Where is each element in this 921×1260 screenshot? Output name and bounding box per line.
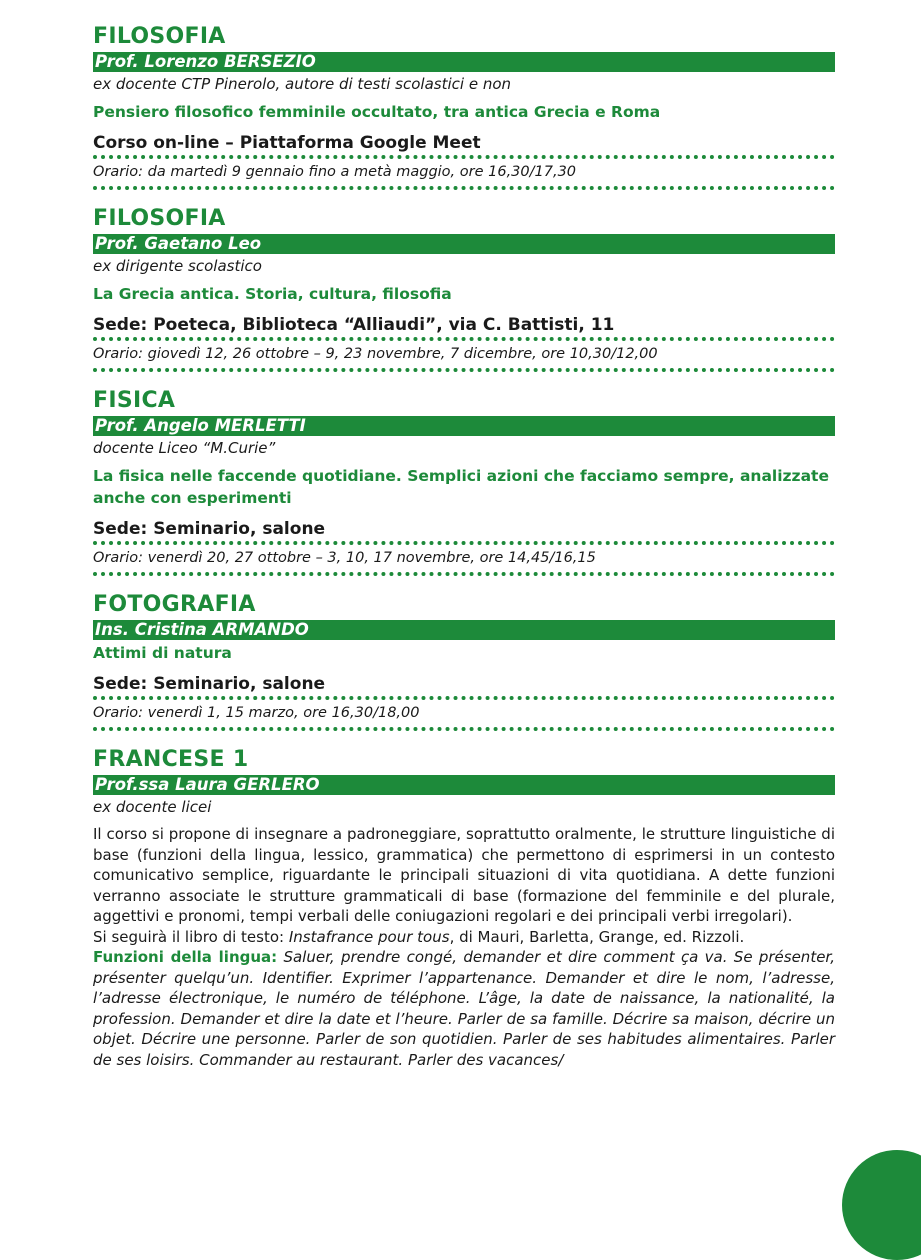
dotted-divider	[93, 337, 835, 341]
dotted-divider	[93, 572, 835, 576]
course-section-fotografia	[93, 590, 835, 731]
textbook-line	[93, 927, 835, 948]
textbook-suffix: , di Mauri, Barletta, Grange, ed. Rizzoli.	[449, 927, 745, 946]
course-description	[93, 824, 835, 1070]
course-catalog-page	[93, 22, 835, 1084]
course-location: Sede: Seminario, salone	[93, 519, 326, 539]
course-location: Corso on-line – Piattaforma Google Meet	[93, 133, 481, 153]
course-location: Sede: Poeteca, Biblioteca “Alliaudi”, via C. Battisti, 11	[93, 315, 615, 335]
dotted-divider	[93, 186, 835, 190]
subject-heading: FOTOGRAFIA	[93, 592, 256, 617]
textbook-title: Instafrance pour tous	[288, 927, 450, 946]
course-schedule: Orario: venerdì 1, 15 marzo, ore 16,30/18,00	[93, 705, 420, 721]
course-section-fisica	[93, 386, 835, 576]
dotted-divider	[93, 368, 835, 372]
textbook-prefix: Si seguirà il libro di testo:	[93, 927, 289, 946]
subject-heading: FISICA	[93, 388, 176, 413]
teacher-name-bar: Prof.ssa Laura GERLERO	[93, 775, 835, 795]
course-section-filosofia-2	[93, 204, 835, 372]
course-title: La Grecia antica. Storia, cultura, filosofia	[93, 285, 452, 303]
course-schedule: Orario: da martedì 9 gennaio fino a metà maggio, ore 16,30/17,30	[93, 164, 577, 180]
course-title: La fisica nelle faccende quotidiane. Semplici azioni che facciamo sempre, analizzate anche con esperimenti	[93, 467, 829, 507]
teacher-role: ex docente CTP Pinerolo, autore di testi scolastici e non	[93, 75, 512, 93]
teacher-name-bar: Prof. Angelo MERLETTI	[93, 416, 835, 436]
functions-label: Funzioni della lingua:	[93, 948, 278, 966]
course-title: Attimi di natura	[93, 644, 232, 662]
functions-text: Saluer, prendre congé, demander et dire comment ça va. Se présenter, présenter quelqu’un. Identifier. Exprimer l’appartenance. Demander et dire le nom, l’adresse, l’adresse électronique, le numéro de téléphone. L’âge, la date de naissance, la nationalité, la profession. Demander et dire la date et l’heure. Parler de sa famille. Décrire sa maison, décrire un objet. Décrire une personne. Parler de son quotidien. Parler de ses habitudes alimentaires. Parler de ses loisirs. Commander au restaurant. Parler des vacances/	[93, 948, 835, 1069]
page-corner-badge	[842, 1150, 921, 1260]
teacher-role: ex dirigente scolastico	[93, 257, 262, 275]
teacher-role: ex docente licei	[93, 798, 212, 816]
functions-paragraph	[93, 947, 835, 1070]
teacher-role: docente Liceo “M.Curie”	[93, 439, 276, 457]
course-section-filosofia-1	[93, 22, 835, 190]
course-schedule: Orario: giovedì 12, 26 ottobre – 9, 23 novembre, 7 dicembre, ore 10,30/12,00	[93, 346, 658, 362]
subject-heading: FILOSOFIA	[93, 206, 226, 231]
dotted-divider	[93, 541, 835, 545]
subject-heading: FRANCESE 1	[93, 747, 249, 772]
course-schedule: Orario: venerdì 20, 27 ottobre – 3, 10, 17 novembre, ore 14,45/16,15	[93, 550, 596, 566]
dotted-divider	[93, 727, 835, 731]
course-section-francese-1	[93, 745, 835, 1070]
dotted-divider	[93, 155, 835, 159]
course-location: Sede: Seminario, salone	[93, 674, 326, 694]
teacher-name-bar: Prof. Gaetano Leo	[93, 234, 835, 254]
teacher-name-bar: Ins. Cristina ARMANDO	[93, 620, 835, 640]
dotted-divider	[93, 696, 835, 700]
subject-heading: FILOSOFIA	[93, 24, 226, 49]
description-paragraph: Il corso si propone di insegnare a padroneggiare, soprattutto oralmente, le strutture linguistiche di base (funzioni della lingua, lessico, grammatica) che permettono di esprimersi in un contesto comunicativo semplice, riguardante le principali situazioni di vita quotidiana. A dette funzioni verranno associate le strutture grammaticali di base (formazione del femminile e del plurale, aggettivi e pronomi, tempi verbali delle coniugazioni regolari e dei principali verbi irregolari).	[93, 825, 835, 925]
teacher-name-bar: Prof. Lorenzo BERSEZIO	[93, 52, 835, 72]
course-title: Pensiero filosofico femminile occultato, tra antica Grecia e Roma	[93, 103, 661, 121]
